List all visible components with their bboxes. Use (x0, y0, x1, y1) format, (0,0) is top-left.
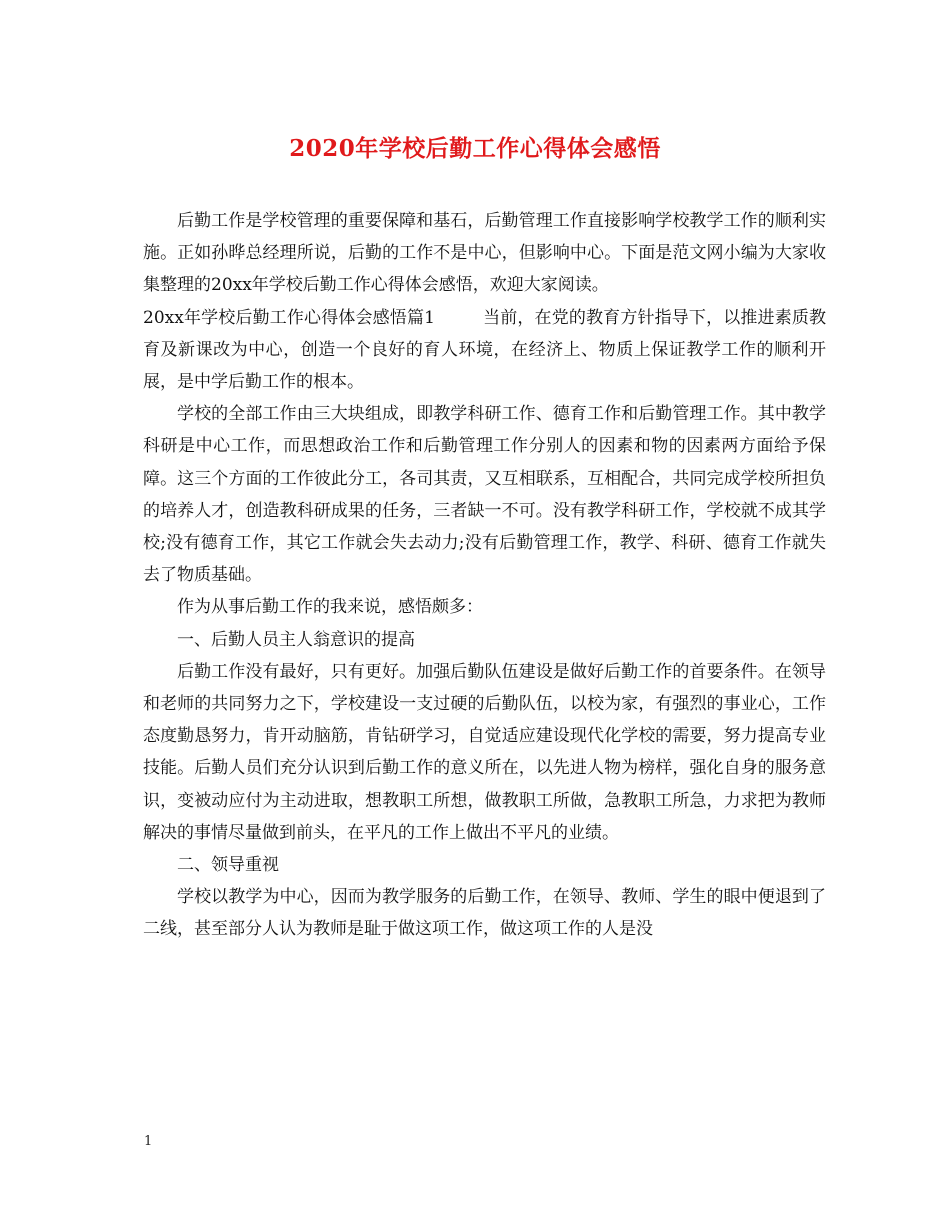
leadership-paragraph: 学校以教学为中心，因而为教学服务的后勤工作，在领导、教师、学生的眼中便退到了二线，甚至部分人认为教师是耻于做这项工作，做这项工作的人是没 (143, 887, 826, 940)
subheading-leadership: 二、领导重视 (177, 855, 279, 876)
section-paragraph (143, 302, 826, 399)
work-composition-paragraph: 学校的全部工作由三大块组成，即教学科研工作、德育工作和后勤管理工作。其中教学科研是中心工作，而思想政治工作和后勤管理工作分别人的因素和物的因素两方面给予保障。这三个方面的工作彼此分工，各司其责，又互相联系，互相配合，共同完成学校所担负的培养人才，创造教科研成果的任务，三者缺一不可。没有教学科研工作，学校就不成其学校;没有德育工作，其它工作就会失去动力;没有后勤管理工作，教学、科研、德育工作就失去了物质基础。 (143, 404, 826, 586)
section-1-opening-text: 当前，在党的教育方针指导下，以推进素质教育及新课改为中心，创造一个良好的育人环境，在经济上、物质上保证教学工作的顺利开展，是中学后勤工作的根本。 (143, 307, 827, 393)
section-heading-1: 20xx年学校后勤工作心得体会感悟篇1 (143, 307, 435, 328)
ownership-paragraph: 后勤工作没有最好，只有更好。加强后勤队伍建设是做好后勤工作的首要条件。在领导和老师的共同努力之下，学校建设一支过硬的后勤队伍，以校为家，有强烈的事业心，工作态度勤恳努力，肯开动脑筋，肯钻研学习，自觉适应建设现代化学校的需要，努力提高专业技能。后勤人员们充分认识到后勤工作的意义所在，以先进人物为榜样，强化自身的服务意识，变被动应付为主动进取，想教职工所想，做教职工所做，急教职工所急，力求把为教师解决的事情尽量做到前头，在平凡的工作上做出不平凡的业绩。 (143, 661, 826, 843)
document-body (143, 205, 826, 946)
reflection-intro-paragraph: 作为从事后勤工作的我来说，感悟颇多： (177, 597, 483, 618)
subheading-ownership: 一、后勤人员主人翁意识的提高 (177, 629, 415, 650)
intro-paragraph: 后勤工作是学校管理的重要保障和基石，后勤管理工作直接影响学校教学工作的顺利实施。正如孙晔总经理所说，后勤的工作不是中心，但影响中心。下面是范文网小编为大家收集整理的20xx年学校后勤工作心得体会感悟，欢迎大家阅读。 (143, 211, 826, 296)
page-number: 1 (144, 1134, 153, 1149)
document-title: 2020年学校后勤工作心得体会感悟 (289, 135, 661, 162)
